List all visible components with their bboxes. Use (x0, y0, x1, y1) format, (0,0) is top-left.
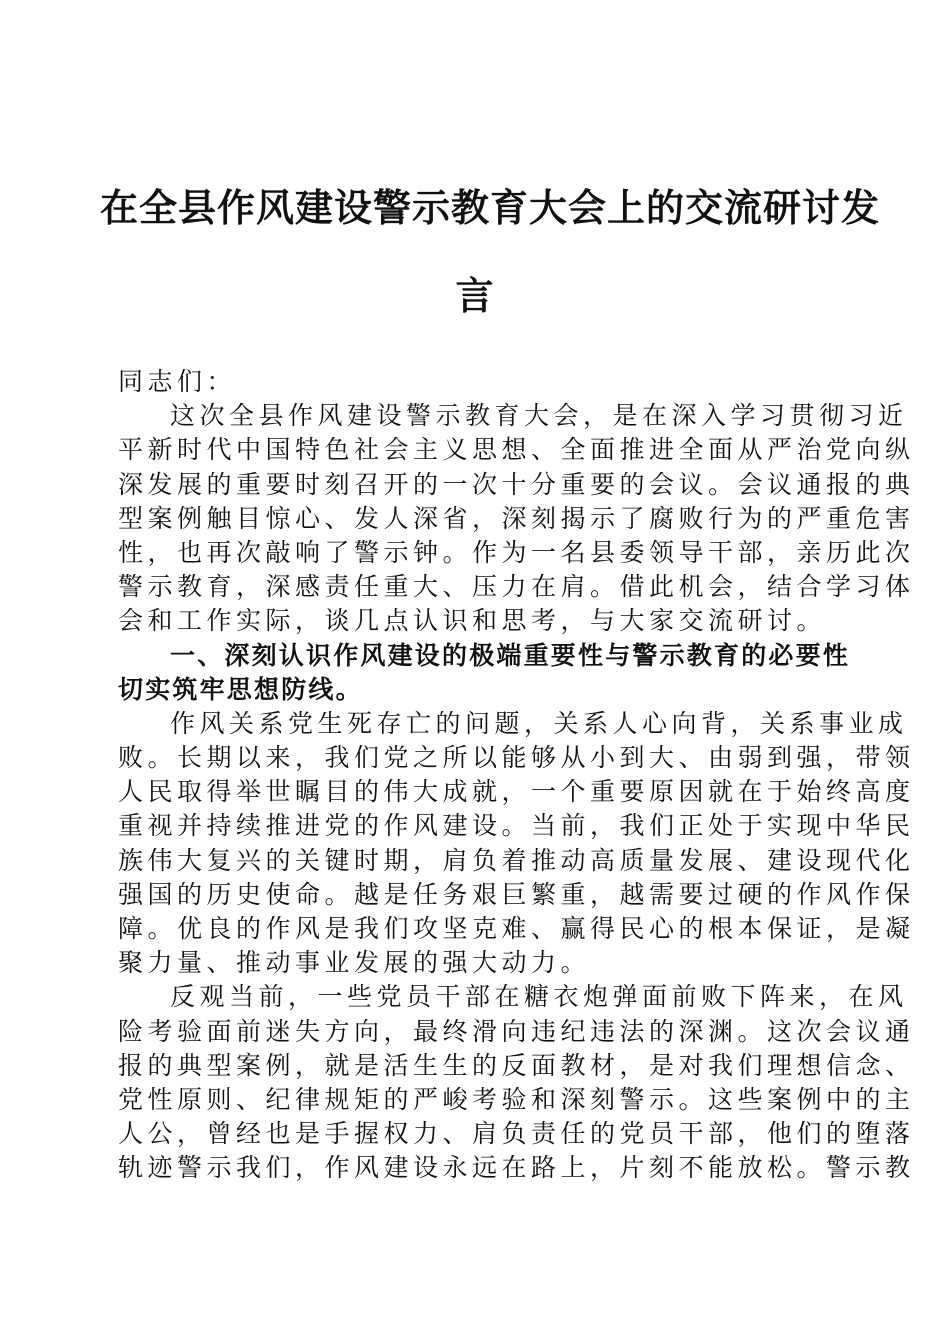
paragraph-line: 深发展的重要时刻召开的一次十分重要的会议。会议通报的典 (118, 469, 915, 499)
paragraph-line: 重视并持续推进党的作风建设。当前，我们正处于实现中华民 (118, 811, 915, 841)
salutation: 同志们： (118, 367, 237, 396)
paragraph-line: 平新时代中国特色社会主义思想、全面推进全面从严治党向纵 (118, 435, 915, 465)
paragraph-line: 障。优良的作风是我们攻坚克难、赢得民心的根本保证，是凝 (118, 914, 915, 943)
paragraph-line: 败。长期以来，我们党之所以能够从小到大、由弱到强，带领 (118, 743, 915, 773)
paragraph-line: 作风关系党生死存亡的问题，关系人心向背，关系事业成 (170, 708, 908, 738)
document-body (118, 365, 915, 1186)
paragraph-line: 这次全县作风建设警示教育大会，是在深入学习贯彻习近 (170, 401, 908, 431)
document-title (100, 164, 881, 340)
paragraph-line: 险考验面前迷失方向，最终滑向违纪违法的深渊。这次会议通 (118, 1016, 915, 1046)
paragraph-line: 聚力量、推动事业发展的强大动力。 (118, 948, 591, 978)
paragraph-line: 反观当前，一些党员干部在糖衣炮弹面前败下阵来，在风 (170, 982, 908, 1012)
heading-line: 一、深刻认识作风建设的极端重要性与警示教育的必要性 (170, 640, 851, 670)
heading-line: 切实筑牢思想防线。 (118, 674, 363, 704)
section-heading-1 (118, 639, 851, 707)
title-line: 在全县作风建设警示教育大会上的交流研讨发 (100, 185, 881, 230)
paragraph-warning-cases (118, 980, 915, 1185)
paragraph-line: 族伟大复兴的关键时期，肩负着推动高质量发展、建设现代化 (118, 845, 915, 875)
paragraph-line: 警示教育，深感责任重大、压力在肩。借此机会，结合学习体 (118, 572, 915, 602)
paragraph-line: 党性原则、纪律规矩的严峻考验和深刻警示。这些案例中的主 (118, 1084, 915, 1114)
paragraph-intro (118, 399, 915, 638)
paragraph-line: 会和工作实际，谈几点认识和思考，与大家交流研讨。 (118, 606, 827, 636)
paragraph-line: 人民取得举世瞩目的伟大成就，一个重要原因就在于始终高度 (118, 777, 915, 807)
paragraph-line: 人公，曾经也是手握权力、肩负责任的党员干部，他们的堕落 (118, 1119, 915, 1149)
paragraph-line: 轨迹警示我们，作风建设永远在路上，片刻不能放松。警示教 (118, 1153, 915, 1183)
paragraph-line: 型案例触目惊心、发人深省，深刻揭示了腐败行为的严重危害 (118, 503, 915, 533)
paragraph-line: 强国的历史使命。越是任务艰巨繁重，越需要过硬的作风作保 (118, 879, 915, 909)
paragraph-work-style (118, 707, 915, 981)
paragraph-line: 性，也再次敲响了警示钟。作为一名县委领导干部，亲历此次 (118, 537, 915, 567)
paragraph-line: 报的典型案例，就是活生生的反面教材，是对我们理想信念、 (118, 1050, 915, 1080)
title-line: 言 (455, 273, 495, 318)
